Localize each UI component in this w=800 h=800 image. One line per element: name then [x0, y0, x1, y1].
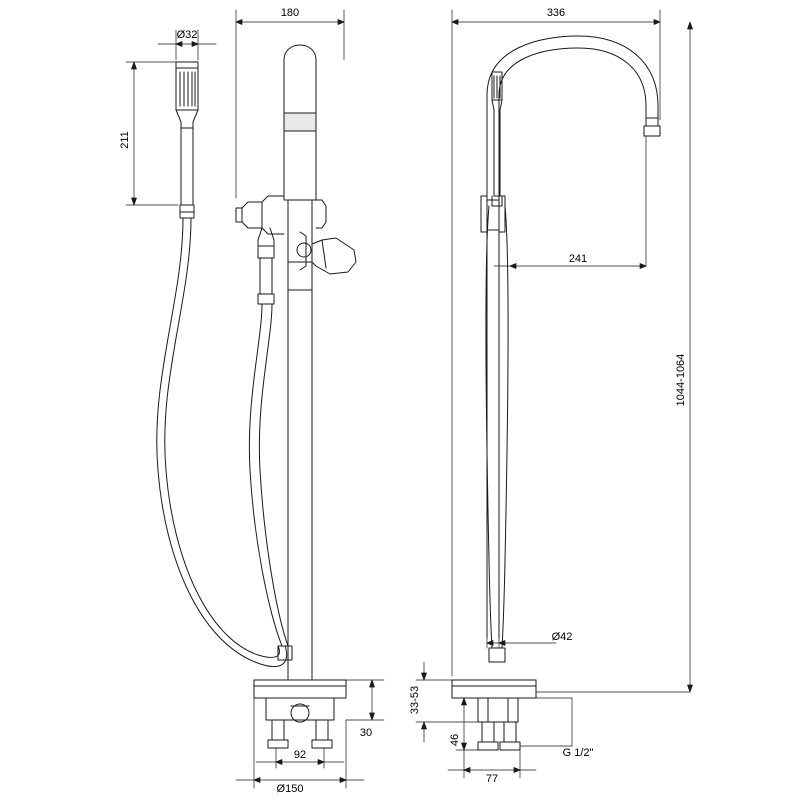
dim-inlet-spacing: 92 — [293, 749, 307, 761]
dim-column-diameter: Ø42 — [551, 631, 573, 643]
dim-base-plate-height: 30 — [359, 727, 373, 739]
dim-right-view-width: 336 — [546, 7, 566, 19]
dim-inlet-depth: 77 — [485, 773, 499, 785]
dim-thread-size: G 1/2" — [562, 747, 594, 759]
dim-inlet-height: 46 — [449, 733, 461, 747]
dim-left-view-width: 180 — [280, 7, 300, 19]
dim-handset-length: 211 — [119, 131, 131, 149]
handset-detail — [157, 62, 287, 667]
dimension-lines — [126, 10, 693, 788]
front-view — [236, 45, 356, 748]
dim-spout-reach: 241 — [568, 253, 588, 265]
dim-total-height: 1044-1064 — [675, 353, 687, 407]
dim-handset-diameter: Ø32 — [176, 29, 198, 41]
dim-base-plate-diameter: Ø150 — [276, 783, 304, 795]
dimension-labels — [119, 7, 687, 795]
dim-base-height-range: 33-53 — [409, 685, 421, 715]
